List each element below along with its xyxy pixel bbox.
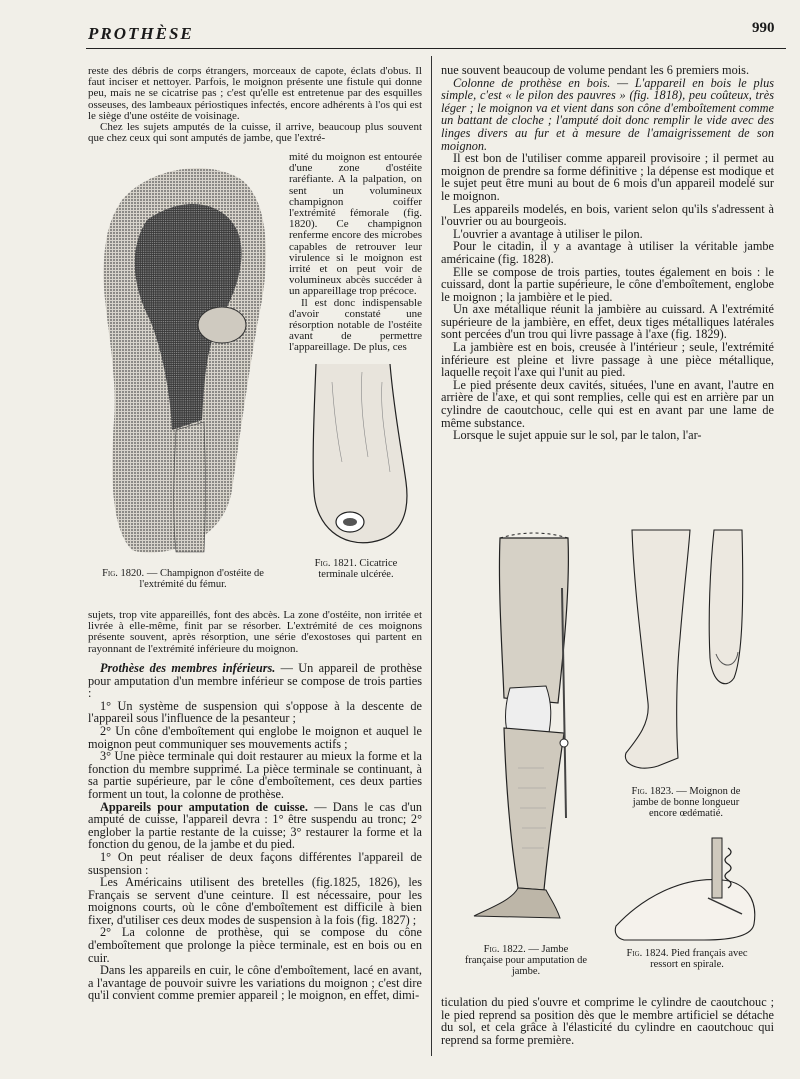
subsection-heading: Appareils pour amputation de cuisse. (100, 799, 308, 814)
text-block: Le pied présente deux cavités, situées, l'une en avant, l'autre en arrière de l'axe, et qui sont remplies, celle qui est en arrière par un cylindre de caoutchouc, celle qui est en avant par une lame de même substance. (441, 377, 774, 430)
text-block: La jambière est en bois, creusée à l'intérieur ; seule, l'extrémité inférieure est pleine et livre passage à une pièce métallique, laquelle reçoit l'axe qui l'unit au pied. (441, 340, 774, 380)
figure-caption-text: — Jambe française pour amputation de jambe. (464, 944, 588, 977)
figure-caption-text: — Moignon de jambe de bonne longueur encore œdématié. (632, 786, 741, 819)
text-block: Les Américains utilisent des bretelles (fig.1825, 1826), les Français se servent d'une ceinture. Il est nécessaire, pour les moignons courts, où le cône d'emboîtement est difficile à bien fixer, d'utiliser ces deux modes de suspension à la fois (fig. 1827) ; (88, 875, 422, 927)
list-item: 2° Un cône d'emboîtement qui englobe le moignon et auquel le moignon peut communiquer ses mouvements actifs ; (88, 723, 422, 751)
figure-caption-text: Pied français avec ressort en spirale. (650, 948, 748, 970)
figure-caption-text: — Champignon d'ostéite de l'extrémité du fémur. (139, 568, 264, 590)
fig-1823-caption (618, 786, 754, 819)
text-block: nue souvent beaucoup de volume pendant les 6 premiers mois. (441, 63, 750, 77)
text-block: sujets, trop vite appareillés, font des abcès. La zone d'ostéite, non irritée et livrée à elle-même, finit par se résorber. L'extrémité de ces moignons présente souvent, après résorption, une série d'exostoses qui partent en rayonnant de l'extrémité inférieure du moignon. (88, 609, 422, 655)
fig-1820-caption (88, 568, 278, 590)
column-divider (431, 56, 432, 1056)
list-item: 3° Une pièce terminale qui doit restaurer au mieux la forme et la fonction du membre supprimé. La pièce terminale se continuant, à sa partie supérieure, par le cône d'emboîtement, ces deux parties forment un tout, la colonne de prothèse. (88, 749, 422, 801)
text-block: Pour le citadin, il y a avantage à utiliser la véritable jambe américaine (fig. 1828). (441, 239, 774, 266)
femur-osteitis-figure (92, 160, 278, 560)
text-block: Dans les appareils en cuir, le cône d'emboîtement, lacé en avant, a l'avantage de pouvoir suivre les variations du moignon ; c'est dire qu'il convient comme premier appareil ; le moignon, en effet, dimi- (88, 963, 422, 1003)
text-block: Elle se compose de trois parties, toutes également en bois : le cuissard, dont la partie supérieure, le cône d'emboîtement, englobe le moignon ; la jambière et le pied. (441, 264, 774, 304)
text-block: L'ouvrier a avantage à utiliser le pilon. (453, 226, 643, 241)
left-narrow-text (289, 152, 422, 354)
text-block: Chez les sujets amputés de la cuisse, il arrive, beaucoup plus souvent que chez ceux qui sont amputés de jambe, que l'extré- (88, 121, 422, 145)
text-block: Lorsque le sujet appuie sur le sol, par le talon, l'ar- (453, 428, 702, 443)
list-item: 1° Un système de suspension qui s'oppose à la descente de l'appareil sous l'influence de la pesanteur ; (88, 698, 422, 726)
right-bottom-text (441, 996, 774, 1046)
text-block: Les appareils modelés, en bois, varient selon qu'ils s'adressent à l'ouvrier ou au bourgeois. (441, 201, 774, 229)
text-block: — Dans le cas d'un amputé de cuisse, l'appareil devra : 1° être suspendu au tronc; 2° englober la partie restante de la cuisse; 3° restaurer la forme et la fonction du genou, de la jambe et du pied. (88, 799, 423, 852)
figure-label: Fig. 1823. (631, 786, 674, 797)
left-para-1 (88, 66, 422, 144)
page-number: 990 (752, 20, 775, 36)
text-block: Il est donc indispensable d'avoir constaté une résorption notable de l'ostéite avant de permettre l'appareillage. De plus, ces (289, 296, 422, 354)
figure-label: Fig. 1822. (483, 944, 526, 955)
text-block: — Un appareil de prothèse pour amputation d'un membre inférieur se compose de trois parties : (88, 661, 423, 701)
fig-1821-caption (300, 558, 412, 580)
header-rule (86, 48, 786, 49)
section-heading: Prothèse des membres inférieurs. (100, 661, 276, 675)
text-block: mité du moignon est entourée d'une zone d'ostéite raréfiante. A la palpation, on sent un volumineux champignon coiffer l'extrémité fémorale (fig. 1820). Ce champignon renferme encore des microbes capables de retrouver leur virulence si le moignon est irrité et on peut voir de volumineux abcès succéder à un appareillage trop précoce. (289, 151, 422, 298)
fig-1824-caption (612, 948, 762, 970)
left-main-text (88, 662, 422, 1002)
text-block: reste des débris de corps étrangers, morceaux de capote, éclats d'obus. Il faut inciser et nettoyer. Parfois, le moignon présente une fistule qui donne peu, mais ne se cicatrise pas ; c'est qu'elle est entretenue par des esquilles osseuses, des lambeaux périostiques infectés, encore adhérents à l'os qui est le siège d'une ostéite de voisinage. (88, 65, 422, 122)
french-leg-prosthesis-figure (460, 528, 600, 940)
leg-stump-figure (618, 528, 758, 784)
french-foot-spring-figure (612, 828, 762, 944)
figure-label: Fig. 1824. (626, 948, 669, 959)
text-block: 1° On peut réaliser de deux façons différentes l'appareil de suspension : (88, 849, 422, 877)
text-block: Un axe métallique réunit la jambière au cuissard. A l'extrémité supérieure de la jambière, en effet, deux tiges métalliques latérales sont percées d'un trou qui livre passage à l'axe (fig. 1829). (441, 302, 774, 342)
figure-caption-text: Cicatrice terminale ulcérée. (318, 558, 398, 580)
ulcerated-stump-figure (302, 362, 418, 552)
figure-label: Fig. 1821. (314, 558, 357, 569)
right-main-text (441, 64, 774, 442)
text-block: Il est bon de l'utiliser comme appareil provisoire ; il permet au moignon de prendre sa forme définitive ; la dépense est modique et le sujet peut être muni au bout de 6 mois d'un appareil modelé sur le moignon. (441, 151, 774, 203)
text-block: 2° La colonne de prothèse, qui se compose du cône d'emboîtement que prolonge la pièce terminale, est en bois ou en cuir. (88, 925, 422, 965)
running-head-title: PROTHÈSE (88, 24, 194, 43)
text-block: Colonne de prothèse en bois. — L'appareil en bois le plus simple, c'est « le pilon des pauvres » (fig. 1818), peu coûteux, très léger ; le moignon va et vient dans son cône d'emboîtement comme un battant de cloche ; l'amputé doit donc remplir le vide avec des linges divers au fur et à mesure de l'amaigrissement de son moignon. (441, 75, 774, 153)
fig-1822-caption (464, 944, 588, 977)
left-para-after-figs (88, 610, 422, 655)
figure-label: Fig. 1820. (102, 568, 145, 579)
text-block: ticulation du pied s'ouvre et comprime le cylindre de caoutchouc ; le pied reprend sa position dès que le membre artificiel se détache du sol, et cela grâce à l'élasticité du cylindre en caoutchouc qui reprend sa forme première. (441, 995, 774, 1047)
